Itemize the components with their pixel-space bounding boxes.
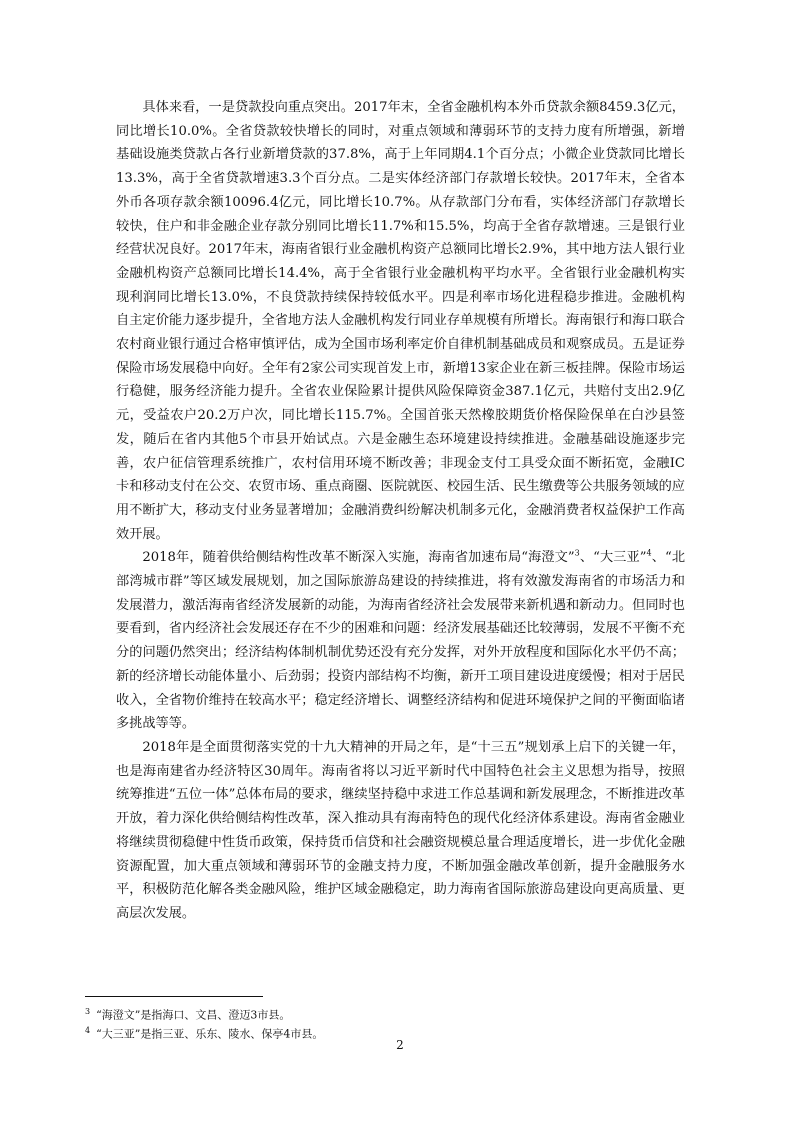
footnote-number: 3 — [85, 1007, 91, 1016]
footnote-text: “大三亚”是指三亚、乐东、陵水、保亭4市县。 — [96, 1027, 324, 1041]
paragraph-2-part-b: 、“大三亚” — [579, 550, 647, 566]
footnote-number: 4 — [85, 1025, 91, 1035]
footnote-3 — [85, 1004, 685, 1023]
body-text — [116, 96, 685, 926]
paragraph-1: 具体来看，一是贷款投向重点突出。2017年末，全省金融机构本外币贷款余额8459.3亿元，同比增长10.0%。全省贷款较快增长的同时，对重点领域和薄弱环节的支持力度有所增强，新增基础设施类贷款占各行业新增贷款的37.8%，高于上年同期4.1个百分点；小微企业贷款同比增长13.3%，高于全省贷款增速3.3个百分点。二是实体经济部门存款增长较快。2017年末，全省本外币各项存款余额10096.4亿元，同比增长10.7%。从存款部门分布看，实体经济部门存款增长较快，住户和非金融企业存款分别同比增长11.7%和15.5%，均高于全省存款增速。三是银行业经营状况良好。2017年末，海南省银行业金融机构资产总额同比增长2.9%，其中地方法人银行业金融机构资产总额同比增长14.4%，高于全省银行业金融机构平均水平。全省银行业金融机构实现利润同比增长13.0%，不良贷款持续保持较低水平。四是利率市场化进程稳步推进。金融机构自主定价能力逐步提升，全省地方法人金融机构发行同业存单规模有所增长。海南银行和海口联合农村商业银行通过合格审慎评估，成为全国市场利率定价自律机制基础成员和观察成员。五是证券保险市场发展稳中向好。全年有2家公司实现首发上市，新增13家企业在新三板挂牌。保险市场运行稳健，服务经济能力提升。全省农业保险累计提供风险保障资金387.1亿元，共赔付支出2.9亿元，受益农户20.2万户次，同比增长115.7%。全国首张天然橡胶期货价格保险保单在白沙县签发，随后在省内其他5个市县开始试点。六是金融生态环境建设持续推进。金融基础设施逐步完善，农户征信管理系统推广，农村信用环境不断改善；非现金支付工具受众面不断拓宽，金融IC卡和移动支付在公交、农贸市场、重点商圈、医院就医、校园生活、民生缴费等公共服务领域的应用不断扩大，移动支付业务显著增加；金融消费纠纷解决机制多元化，金融消费者权益保护工作高效开展。 — [116, 100, 685, 542]
paragraph-2-part-c: 、“北部湾城市群”等区域发展规划，加之国际旅游岛建设的持续推进，将有效激发海南省的市场活力和发展潜力，激活海南省经济发展新的动能，为海南省经济社会发展带来新机遇和新动力。但同时也要看到，省内经济社会发展还存在不少的困难和问题：经济发展基础还比较薄弱，发展不平衡不充分的问题仍然突出；经济结构体制机制优势还没有充分发挥，对外开放程度和国际化水平仍不高；新的经济增长动能体量小、后劲弱；投资内部结构不均衡，新开工项目建设进度缓慢；相对于居民收入，全省物价维持在较高水平；稳定经济增长、调整经济结构和促进环境保护之间的平衡面临诸多挑战等等。 — [116, 550, 686, 732]
paragraph-2 — [116, 546, 685, 736]
footnote-separator — [85, 996, 263, 997]
paragraph-3: 2018年是全面贯彻落实党的十九大精神的开局之年，是“十三五”规划承上启下的关键一年，也是海南建省办经济特区30周年。海南省将以习近平新时代中国特色社会主义思想为指导，按照统筹推进“五位一体”总体布局的要求，继续坚持稳中求进工作总基调和新发展理念，不断推进改革开放，着力深化供给侧结构性改革，深入推动具有海南特色的现代化经济体系建设。海南省金融业将继续贯彻稳健中性货币政策，保持货币信贷和社会融资规模总量合理适度增长，进一步优化金融资源配置，加大重点领域和薄弱环节的金融支持力度，不断加强金融改革创新，提升金融服务水平，积极防范化解各类金融风险，维护区域金融稳定，助力海南省国际旅游岛建设向更高质量、更高层次发展。 — [116, 739, 685, 921]
footnote-ref-3[interactable]: 3 — [574, 548, 580, 558]
footnotes — [85, 1004, 685, 1041]
paragraph-2-part-a: 2018年，随着供给侧结构性改革不断深入实施，海南省加速布局“海澄文” — [142, 550, 575, 566]
page-number: 2 — [396, 1038, 404, 1052]
footnote-text: “海澄文”是指海口、文昌、澄迈3市县。 — [96, 1008, 291, 1022]
footnote-ref-4[interactable]: 4 — [646, 548, 652, 558]
